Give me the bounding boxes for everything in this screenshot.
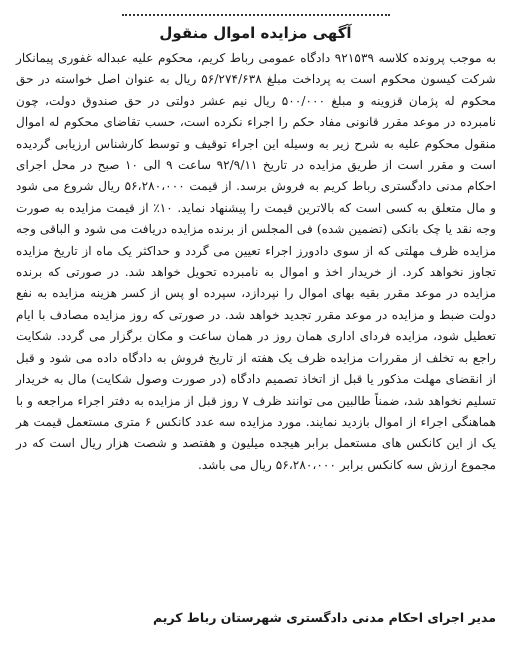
notice-body (16, 48, 496, 476)
notice-body-paragraph: به موجب پرونده کلاسه ۹۲۱۵۳۹ دادگاه عمومی رباط کریم، محکوم علیه عبداله غفوری پیمانکار شرکت کیسون محکوم است به پرداخت مبلغ ۵۶/۲۷۴/۶۳۸ ریال به عنوان اصل خواسته در حق محکوم له پژمان قزوینه و مبلغ ۵۰۰/۰۰۰ ریال نیم عشر دولتی در حق صندوق دولت، چون نامبرده در موعد مقرر قانونی مفاد حکم را اجراء نکرده است، حسب تقاضای محکوم له اموال منقول محکوم علیه به شرح زیر به وسیله این اجراء توقیف و توسط کارشناس ارزیابی گردیده است و مقرر است از طریق مزایده در تاریخ ۹۲/۹/۱۱ ساعت ۹ الی ۱۰ صبح در محل اجرای احکام مدنی دادگستری رباط کریم به فروش برسد. از قیمت ۵۶،۲۸۰،۰۰۰ ریال شروع می شود و مال متعلق به کسی است که بالاترین قیمت را پیشنهاد نماید. ۱۰٪ از قیمت مزایده به صورت وجه نقد یا چک بانکی (تضمین شده) فی المجلس از برنده مزایده دریافت می شود و الباقی وجه مزایده ظرف مهلتی که از سوی دادورز اجراء تعیین می گردد و حداکثر یک ماه از تاریخ مزایده تجاوز نخواهد کرد. از خریدار اخذ و اموال به نامبرده تحویل خواهد شد. در صورتی که برنده مزایده در موعد مقرر بقیه بهای اموال را نپردازد، سپرده او پس از کسر هزینه مزایده به نفع دولت ضبط و مزایده در موعد مقرر تجدید خواهد شد. در صورتی که روز مزایده مصادف با ایام تعطیل شود، مزایده فردای اداری همان روز در همان ساعت و مکان برگزار می گردد. شکایت راجع به تخلف از مقررات مزایده ظرف یک هفته از تاریخ فروش به دادگاه داده می شود و قبل از انقضای مهلت مذکور یا قبل از اتخاذ تصمیم دادگاه (در صورت وصول شکایت) مال به خریدار تسلیم نخواهد شد، ضمناً طالبین می توانند ظرف ۷ روز قبل از مزایده به دفتر اجراء مراجعه و با هماهنگی اجراء از اموال بازدید نمایند. مورد مزایده سه عدد کانکس ۶ متری مستعمل قیمت هر یک از این کانکس های مستعمل برابر هیجده میلیون و هفتصد و شصت هزار ریال است که در مجموع ارزش سه کانکس برابر ۵۶،۲۸۰،۰۰۰ ریال می باشد. (16, 51, 497, 472)
dotted-separator (122, 14, 390, 16)
notice-title: آگهی مزایده اموال منقول (159, 24, 352, 42)
notice-signature: مدیر اجرای احکام مدنی دادگستری شهرستان رباط کریم (152, 610, 496, 625)
